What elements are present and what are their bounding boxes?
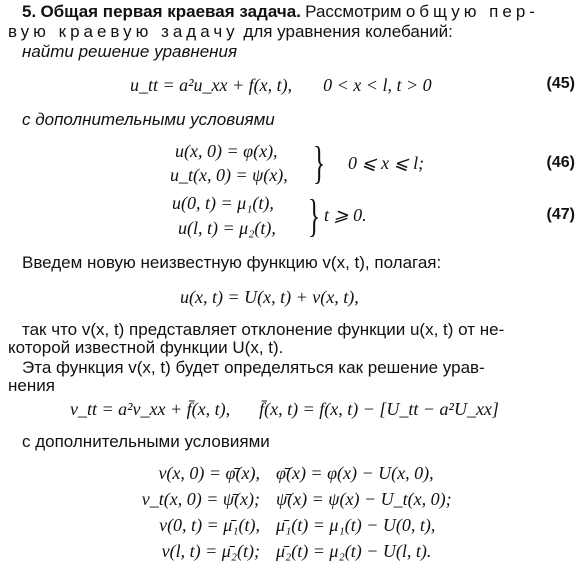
equation-46-label: (46)	[546, 154, 575, 171]
condition-3-right: μ̄₁(t) = μ₁(t) − U(0, t),	[276, 515, 436, 535]
condition-3-left: v(0, t) = μ̄₁(t),	[159, 515, 260, 535]
additional-conditions-label-2: с дополнительными условиями	[22, 432, 270, 451]
condition-4-right: μ̄₂(t) = μ₂(t) − U(l, t).	[276, 541, 432, 561]
condition-4-left: v(l, t) = μ̄₂(t);	[161, 541, 260, 561]
condition-2-right: ψ̄(x) = ψ(x) − U_t(x, 0);	[276, 489, 452, 509]
equation-45-domain: 0 < x < l, t > 0	[323, 75, 432, 95]
intro-spaced-b: вую краевую задачу	[8, 22, 239, 41]
substitution-equation: u(x, t) = U(x, t) + v(x, t),	[180, 287, 359, 307]
determined-text-line-1: Эта функция v(x, t) будет определяться как решение урав-	[22, 358, 485, 377]
equation-46-brace: }	[313, 137, 326, 188]
equation-45	[130, 74, 432, 96]
equation-46-row-2: u_t(x, 0) = ψ(x),	[170, 165, 288, 185]
equation-46-domain: 0 ⩽ x ⩽ l;	[348, 153, 425, 173]
condition-2-left: v_t(x, 0) = ψ̄(x);	[141, 489, 260, 509]
equation-46-row-1: u(x, 0) = φ(x),	[175, 141, 278, 161]
equation-45-body: u_tt = a²u_xx + f(x, t),	[130, 75, 293, 95]
section-number: 5.	[22, 2, 37, 21]
v-equation	[70, 398, 499, 420]
find-solution-text: найти решение уравнения	[22, 42, 238, 61]
equation-45-label: (45)	[546, 75, 575, 92]
v-equation-left: v_tt = a²v_xx + f̄(x, t),	[70, 399, 231, 419]
deviation-text-line-2: которой известной функции U(x, t).	[8, 338, 284, 357]
deviation-text-line-1: так что v(x, t) представляет отклонение функции u(x, t) от не-	[22, 320, 505, 339]
intro-post: для уравнения колебаний:	[243, 22, 453, 41]
new-function-text: Введем новую неизвестную функцию v(x, t), полагая:	[22, 253, 442, 272]
equation-47-row-2: u(l, t) = μ₂(t),	[178, 218, 276, 238]
equation-47-brace: }	[308, 190, 321, 241]
determined-text-line-2: нения	[8, 376, 55, 395]
condition-1-left: v(x, 0) = φ̄(x),	[158, 463, 260, 483]
equation-47-domain: t ⩾ 0.	[324, 205, 367, 225]
intro-spaced-a: общую пер-	[405, 2, 539, 21]
condition-1-right: φ̄(x) = φ(x) − U(x, 0),	[276, 463, 434, 483]
v-equation-right: f̄(x, t) = f(x, t) − [U_tt − a²U_xx]	[259, 399, 499, 419]
equation-47-row-1: u(0, t) = μ₁(t),	[172, 193, 274, 213]
intro-pre: Рассмотрим	[305, 2, 402, 21]
equation-47-label: (47)	[546, 206, 575, 223]
additional-conditions-label-1: с дополнительными условиями	[22, 110, 275, 129]
section-heading-line	[22, 2, 539, 22]
section-intro-line-2	[8, 22, 453, 42]
section-title: Общая первая краевая задача.	[40, 2, 301, 21]
